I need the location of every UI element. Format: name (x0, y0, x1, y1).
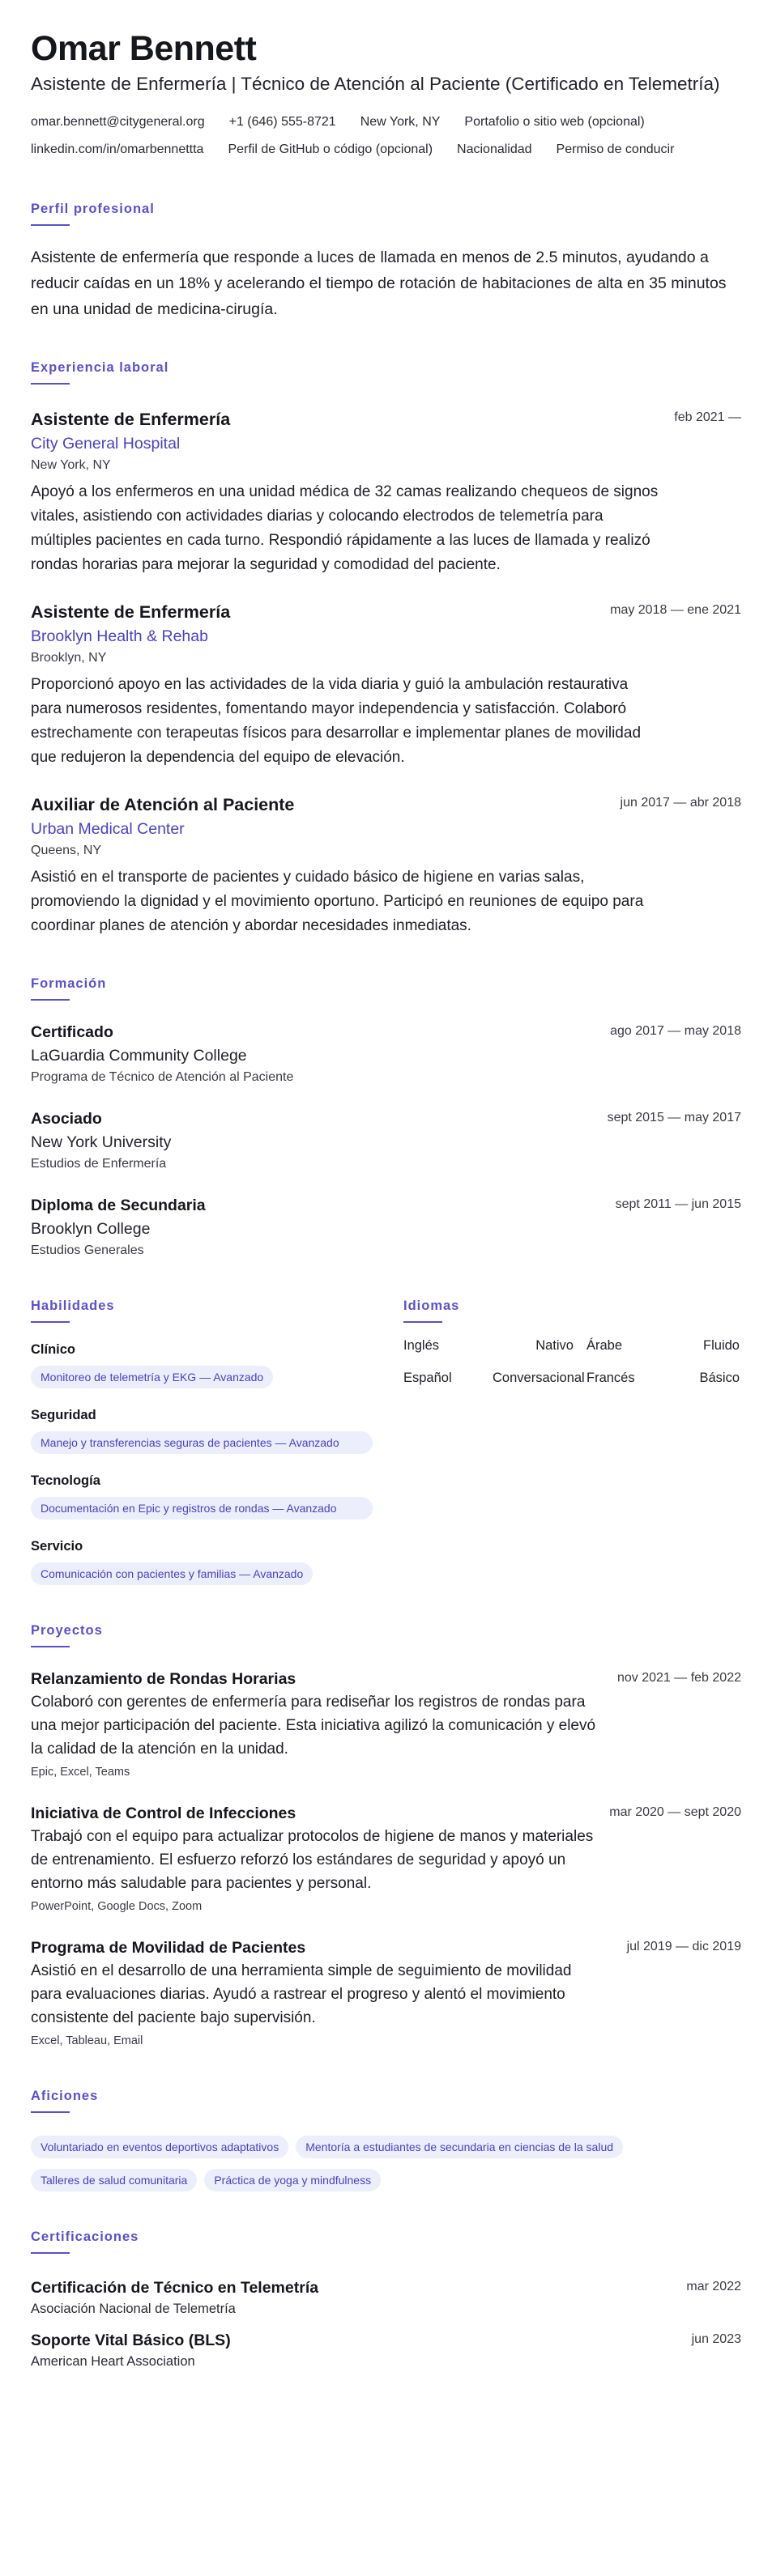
project-dates: nov 2021 — feb 2022 (616, 1671, 741, 1685)
skill-category: Tecnología (31, 1473, 100, 1488)
experience-section (31, 359, 741, 938)
project-dates: mar 2020 — sept 2020 (609, 1805, 741, 1819)
hobby-chip: Práctica de yoga y mindfulness (204, 2169, 381, 2191)
contact-github[interactable]: Perfil de GitHub o código (opcional) (228, 142, 433, 156)
job-title: Auxiliar de Atención al Paciente (31, 795, 295, 814)
education-dates: sept 2011 — jun 2015 (615, 1197, 741, 1211)
education-school: LaGuardia Community College (31, 1047, 247, 1065)
section-title-summary: Perfil profesional (31, 202, 155, 216)
hobby-chip: Voluntariado en eventos deportivos adaptativos (31, 2136, 288, 2158)
job-location: New York, NY (31, 458, 111, 472)
job-entry (31, 793, 741, 938)
education-field: Programa de Técnico de Atención al Paciente (31, 1070, 294, 1084)
job-description: Proporcionó apoyo en las actividades de la vida diaria y guió la ambulación restaurativa para numerosos residentes, fomentando mayor independencia y satisfacción. Colaboró estrechamente con terapeutas físicos para desarrollar e implementar planes de movilidad que redujeron la dependencia del equipo de elevación. (31, 676, 642, 766)
language-level: Nativo (535, 1338, 574, 1353)
skill-group (31, 1340, 403, 1388)
section-title-hobbies: Aficiones (31, 2089, 99, 2103)
language-name: Inglés (403, 1338, 440, 1353)
education-entry (31, 1194, 741, 1260)
section-divider (403, 1321, 442, 1323)
section-title-projects: Proyectos (31, 1623, 103, 1638)
skills-section (31, 1260, 403, 1585)
section-divider (31, 2111, 70, 2113)
contact-info (31, 108, 744, 164)
section-divider (31, 999, 70, 1001)
job-location: Queens, NY (31, 844, 102, 857)
candidate-headline: Asistente de Enfermería | Técnico de Atención al Paciente (Certificado en Telemetría) (31, 74, 720, 94)
section-title-languages: Idiomas (403, 1299, 460, 1313)
contact-driving-license: Permiso de conducir (556, 142, 675, 156)
job-description: Apoyó a los enfermeros en una unidad médica de 32 camas realizando chequeos de signos vitales, asistiendo con actividades diarias y colocando electrodos de telemetría para múltiples pacientes en cada turno. Respondió rápidamente a las luces de llamada y realizó rondas horarias para mejorar la seguridad y comodidad del paciente. (31, 483, 659, 573)
section-divider (31, 383, 70, 385)
summary-text: Asistente de enfermería que responde a luces de llamada en menos de 2.5 minutos, ayudando a reducir caídas en un 18% y acelerando el tiempo de rotación de habitaciones de alta en 35 minutos en una unidad de medicina-cirugía. (31, 249, 727, 318)
job-dates: may 2018 — ene 2021 (610, 603, 741, 617)
language-name: Árabe (586, 1338, 623, 1353)
job-entry (31, 407, 741, 577)
certification-entry (31, 2329, 741, 2371)
certification-name: Certificación de Técnico en Telemetría (31, 2279, 319, 2297)
education-school: Brooklyn College (31, 1220, 151, 1238)
project-tools: PowerPoint, Google Docs, Zoom (31, 1900, 203, 1913)
skill-category: Seguridad (31, 1408, 96, 1422)
project-description: Trabajó con el equipo para actualizar protocolos de higiene de manos y materiales de entrenamiento. El esfuerzo reforzó los estándares de seguridad y apoyó un entorno más saludable para pacientes y personal. (31, 1828, 594, 1892)
education-field: Estudios Generales (31, 1243, 144, 1257)
projects-section (31, 1622, 741, 2051)
project-entry (31, 1802, 741, 1916)
project-title: Programa de Movilidad de Pacientes (31, 1939, 306, 1957)
project-tools: Epic, Excel, Teams (31, 1766, 130, 1779)
skill-group (31, 1537, 403, 1585)
education-degree: Asociado (31, 1110, 102, 1128)
contact-email[interactable]: omar.bennett@citygeneral.org (31, 115, 205, 129)
skill-chip: Documentación en Epic y registros de rondas — Avanzado (31, 1497, 373, 1520)
contact-portfolio[interactable]: Portafolio o sitio web (opcional) (464, 115, 645, 129)
section-title-certifications: Certificaciones (31, 2230, 139, 2244)
contact-linkedin[interactable]: linkedin.com/in/omarbennettta (31, 142, 204, 156)
languages-grid (403, 1335, 740, 1388)
job-dates: feb 2021 — (674, 410, 741, 424)
certification-issuer: American Heart Association (31, 2354, 195, 2369)
skills-languages-row (31, 1260, 741, 1585)
certification-date: jun 2023 (691, 2332, 741, 2346)
project-title: Relanzamiento de Rondas Horarias (31, 1670, 296, 1688)
section-title-skills: Habilidades (31, 1299, 115, 1313)
section-divider (31, 224, 70, 226)
certification-name: Soporte Vital Básico (BLS) (31, 2332, 231, 2349)
hobbies-section (31, 2088, 741, 2191)
education-dates: ago 2017 — may 2018 (610, 1024, 741, 1038)
section-divider (31, 1646, 70, 1647)
section-title-education: Formación (31, 976, 107, 991)
job-dates: jun 2017 — abr 2018 (620, 796, 741, 810)
contact-phone[interactable]: +1 (646) 555-8721 (228, 115, 336, 129)
skill-category: Clínico (31, 1342, 76, 1357)
certification-issuer: Asociación Nacional de Telemetría (31, 2302, 236, 2316)
language-level: Conversacional (493, 1371, 585, 1385)
project-description: Colaboró con gerentes de enfermería para rediseñar los registros de rondas para una mejor participación del paciente. Esta iniciativa agilizó la comunicación y elevó la calidad de la atención en la unidad. (31, 1694, 596, 1758)
hobby-chip: Talleres de salud comunitaria (31, 2169, 197, 2191)
section-divider (31, 2252, 70, 2254)
contact-nationality: Nacionalidad (457, 142, 532, 156)
education-dates: sept 2015 — may 2017 (607, 1111, 741, 1124)
education-degree: Diploma de Secundaria (31, 1197, 206, 1214)
project-tools: Excel, Tableau, Email (31, 2034, 143, 2047)
skill-group (31, 1405, 403, 1454)
candidate-name: Omar Bennett (31, 29, 257, 68)
language-level: Básico (699, 1371, 740, 1385)
contact-location: New York, NY (360, 115, 441, 129)
education-entry (31, 1021, 741, 1087)
education-school: New York University (31, 1133, 172, 1151)
project-entry (31, 1668, 741, 1782)
education-field: Estudios de Enfermería (31, 1157, 167, 1171)
certification-date: mar 2022 (686, 2280, 741, 2293)
language-level: Fluido (703, 1338, 740, 1353)
job-title: Asistente de Enfermería (31, 410, 231, 429)
job-location: Brooklyn, NY (31, 651, 107, 665)
section-title-experience: Experiencia laboral (31, 360, 169, 375)
skill-chip: Monitoreo de telemetría y EKG — Avanzado (31, 1366, 273, 1388)
languages-section (403, 1260, 740, 1585)
language-name: Francés (586, 1371, 635, 1385)
project-description: Asistió en el desarrollo de una herramienta simple de seguimiento de movilidad para evaluaciones diarias. Ayudó a rastrear el progreso y alentó el movimiento consistente del paciente bajo supervisión. (31, 1962, 572, 2026)
job-company: City General Hospital (31, 435, 181, 453)
skill-chip: Manejo y transferencias seguras de pacientes — Avanzado (31, 1431, 373, 1454)
resume-header (31, 28, 741, 164)
education-entry (31, 1107, 741, 1174)
project-entry (31, 1936, 741, 2051)
job-entry (31, 600, 741, 770)
education-section (31, 976, 741, 1260)
job-company: Urban Medical Center (31, 820, 185, 838)
skill-group (31, 1471, 403, 1520)
skill-category: Servicio (31, 1539, 83, 1554)
language-name: Español (403, 1371, 452, 1385)
certification-entry (31, 2276, 741, 2319)
hobbies-list (31, 2125, 744, 2191)
job-company: Brooklyn Health & Rehab (31, 627, 208, 645)
job-title: Asistente de Enfermería (31, 602, 231, 622)
certifications-section (31, 2229, 741, 2371)
project-dates: jul 2019 — dic 2019 (626, 1940, 741, 1953)
hobby-chip: Mentoría a estudiantes de secundaria en ciencias de la salud (296, 2136, 623, 2158)
section-divider (31, 1321, 70, 1323)
project-title: Iniciativa de Control de Infecciones (31, 1804, 296, 1822)
skill-chip: Comunicación con pacientes y familias — Avanzado (31, 1562, 313, 1585)
job-description: Asistió en el transporte de pacientes y cuidado básico de higiene en varias salas, promoviendo la dignidad y el movimiento oportuno. Participó en reuniones de equipo para coordinar planes de atención y abordar necesidades inmediatas. (31, 869, 644, 934)
summary-section (31, 201, 741, 322)
education-degree: Certificado (31, 1023, 113, 1041)
